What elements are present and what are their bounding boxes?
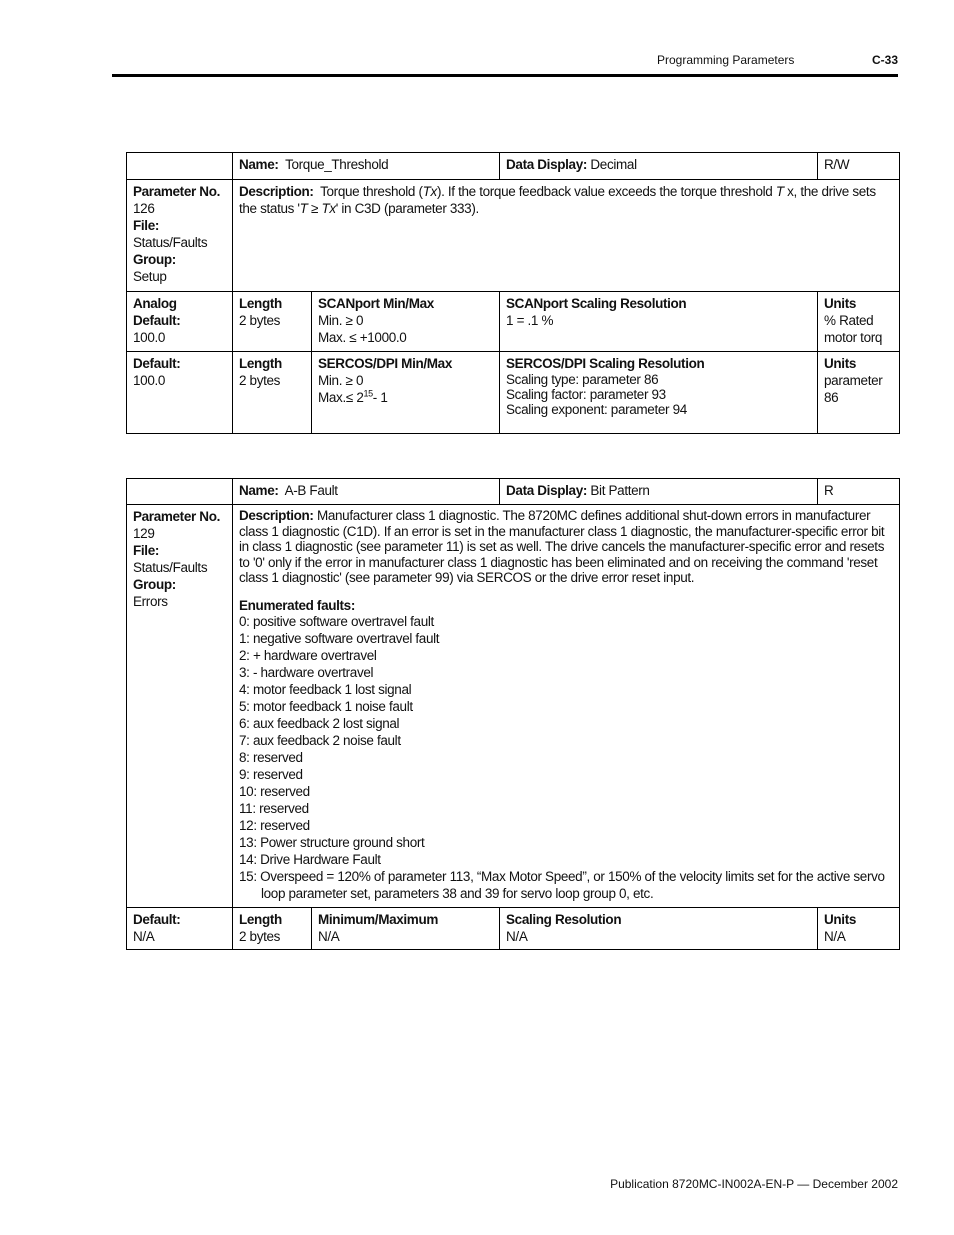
parameter-no-label: Parameter No. (133, 184, 220, 199)
name-label: Name: (239, 483, 279, 498)
description-text-c: x, the drive sets the status ' (239, 184, 876, 216)
units-value: N/A (824, 929, 846, 944)
minmax-label: Minimum/Maximum (318, 912, 439, 927)
units-cell (818, 908, 900, 950)
units-value-line-2: 86 (824, 390, 839, 405)
group-label: Group: (133, 577, 176, 592)
enumerated-faults-label: Enumerated faults: (239, 597, 355, 613)
name-cell (233, 479, 500, 505)
sercos-max-suffix: - 1 (372, 390, 388, 405)
description-text-d: ' in C3D (parameter 333). (335, 201, 479, 216)
running-header-section: Programming Parameters (657, 53, 795, 67)
length-label: Length (239, 296, 282, 311)
param-126-description-row (127, 180, 900, 292)
length-cell (233, 292, 312, 352)
default-label: Default: (133, 356, 181, 371)
scanport-resolution-label: SCANport Scaling Resolution (506, 296, 687, 311)
data-display-cell (500, 153, 818, 180)
fault-item: 8: reserved (239, 750, 303, 765)
resolution-cell (500, 908, 818, 950)
sercos-max (318, 389, 493, 406)
minmax-cell (312, 908, 500, 950)
length-cell (233, 352, 312, 434)
parameter-name: Torque_Threshold (285, 157, 389, 172)
data-display-value: Bit Pattern (590, 483, 650, 498)
units-value-line-1: parameter (824, 373, 883, 388)
sercos-minmax-label: SERCOS/DPI Min/Max (318, 356, 452, 371)
scanport-max: Max. ≤ +1000.0 (318, 330, 407, 345)
analog-default-label: Analog Default: (133, 296, 181, 328)
description-label: Description: (239, 508, 314, 523)
enumerated-faults-list (239, 613, 893, 902)
parameter-129-table (126, 478, 900, 950)
fault-item: 0: positive software overtravel fault (239, 614, 434, 629)
sercos-resolution-label: SERCOS/DPI Scaling Resolution (506, 356, 705, 371)
description-text-b: ). If the torque feedback value exceeds the torque threshold (436, 184, 776, 199)
description-t-2: T (299, 201, 308, 216)
length-label: Length (239, 356, 282, 371)
file-label: File: (133, 543, 160, 558)
fault-item: 5: motor feedback 1 noise fault (239, 699, 413, 714)
access-cell: R/W (818, 153, 900, 180)
parameter-no-label: Parameter No. (133, 509, 220, 524)
file-value: Status/Faults (133, 560, 208, 575)
scaling-resolution-value: N/A (506, 929, 528, 944)
sercos-max-exponent: 15 (363, 388, 373, 399)
units-cell (818, 292, 900, 352)
publication-footer: Publication 8720MC-IN002A-EN-P — December 2002 (610, 1177, 898, 1191)
length-label: Length (239, 912, 282, 927)
default-value: N/A (133, 929, 155, 944)
param-126-name-row (127, 153, 900, 180)
parameter-no-value: 126 (133, 201, 155, 216)
empty-cell (127, 479, 233, 505)
fault-item: 2: + hardware overtravel (239, 648, 377, 663)
fault-item: 14: Drive Hardware Fault (239, 852, 381, 867)
fault-item: 4: motor feedback 1 lost signal (239, 682, 412, 697)
header-rule (112, 74, 898, 77)
units-label: Units (824, 296, 857, 311)
length-value: 2 bytes (239, 929, 281, 944)
resolution-cell (500, 352, 818, 434)
empty-cell (127, 153, 233, 180)
file-value: Status/Faults (133, 235, 208, 250)
description-ge: ≥ (307, 201, 322, 216)
group-value: Setup (133, 269, 167, 284)
units-cell (818, 352, 900, 434)
default-cell (127, 352, 233, 434)
param-info-cell (127, 180, 233, 292)
description-text: Manufacturer class 1 diagnostic. The 8720MC defines additional shut-down errors in manufacturer class 1 diagnostic (C1D). If an error is set in the manufacturer class 1 diagnostic, the manufacturer-specific error bit in class 1 diagnostic (see parameter 11) is set as well. The drive cancels the manufacturer-specific error and resets to '0' only if the error in manufacturer class 1 diagnostic has been eliminated and on receiving the command 'reset class 1 diagnostic' (see parameter 99) via SERCOS or the drive error reset input. (239, 508, 885, 585)
analog-default-value: 100.0 (133, 330, 166, 345)
length-value: 2 bytes (239, 373, 281, 388)
fault-item: 1: negative software overtravel fault (239, 631, 440, 646)
default-cell (127, 908, 233, 950)
units-label: Units (824, 356, 857, 371)
minmax-cell (312, 292, 500, 352)
scanport-resolution-value: 1 = .1 % (506, 313, 554, 328)
description-cell (233, 180, 900, 292)
sercos-max-base: Max.≤ 2 (318, 390, 364, 405)
fault-item: 15: Overspeed = 120% of parameter 113, “Max Motor Speed”, or 150% of the velocity limits set for the active servo loop parameter set, parameters 38 and 39 for servo loop group 0, etc. (239, 869, 885, 901)
data-display-cell (500, 479, 818, 505)
fault-item: 13: Power structure ground short (239, 835, 425, 850)
description-text-a: Torque threshold ( (320, 184, 423, 199)
page-number: C-33 (872, 53, 899, 67)
fault-item: 9: reserved (239, 767, 303, 782)
fault-item: 10: reserved (239, 784, 310, 799)
access-cell: R (818, 479, 900, 505)
data-display-label: Data Display: (506, 483, 587, 498)
minmax-cell (312, 352, 500, 434)
fault-item: 12: reserved (239, 818, 310, 833)
default-label: Default: (133, 912, 181, 927)
param-126-sercos-row (127, 352, 900, 434)
file-label: File: (133, 218, 160, 233)
group-value: Errors (133, 594, 168, 609)
length-cell (233, 908, 312, 950)
fault-item: 11: reserved (239, 801, 309, 816)
group-label: Group: (133, 252, 176, 267)
parameter-126-table (126, 152, 900, 434)
param-info-cell (127, 505, 233, 908)
parameter-no-value: 129 (133, 526, 155, 541)
units-label: Units (824, 912, 857, 927)
param-126-scanport-row (127, 292, 900, 352)
scanport-min: Min. ≥ 0 (318, 313, 364, 328)
description-tx-1: Tx (422, 184, 437, 199)
param-129-name-row (127, 479, 900, 505)
scaling-factor: Scaling factor: parameter 93 (506, 387, 666, 402)
data-display-label: Data Display: (506, 157, 587, 172)
length-value: 2 bytes (239, 313, 281, 328)
fault-item: 7: aux feedback 2 noise fault (239, 733, 401, 748)
resolution-cell (500, 292, 818, 352)
parameter-name: A-B Fault (284, 483, 338, 498)
name-label: Name: (239, 157, 279, 172)
name-cell (233, 153, 500, 180)
description-label: Description: (239, 184, 314, 199)
fault-item: 3: - hardware overtravel (239, 665, 374, 680)
units-value-line-1: % Rated (824, 313, 874, 328)
sercos-min: Min. ≥ 0 (318, 373, 364, 388)
description-tx-2: Tx (321, 201, 336, 216)
scaling-resolution-label: Scaling Resolution (506, 912, 622, 927)
default-value: 100.0 (133, 373, 166, 388)
param-129-scaling-row (127, 908, 900, 950)
default-cell (127, 292, 233, 352)
scanport-minmax-label: SCANport Min/Max (318, 296, 434, 311)
description-cell (233, 505, 900, 908)
minmax-value: N/A (318, 929, 340, 944)
scaling-exponent: Scaling exponent: parameter 94 (506, 402, 687, 417)
data-display-value: Decimal (590, 157, 637, 172)
scaling-type: Scaling type: parameter 86 (506, 372, 659, 387)
units-value-line-2: motor torq (824, 330, 883, 345)
param-129-description-row (127, 505, 900, 908)
description-t-1: T (775, 184, 784, 199)
fault-item: 6: aux feedback 2 lost signal (239, 716, 400, 731)
